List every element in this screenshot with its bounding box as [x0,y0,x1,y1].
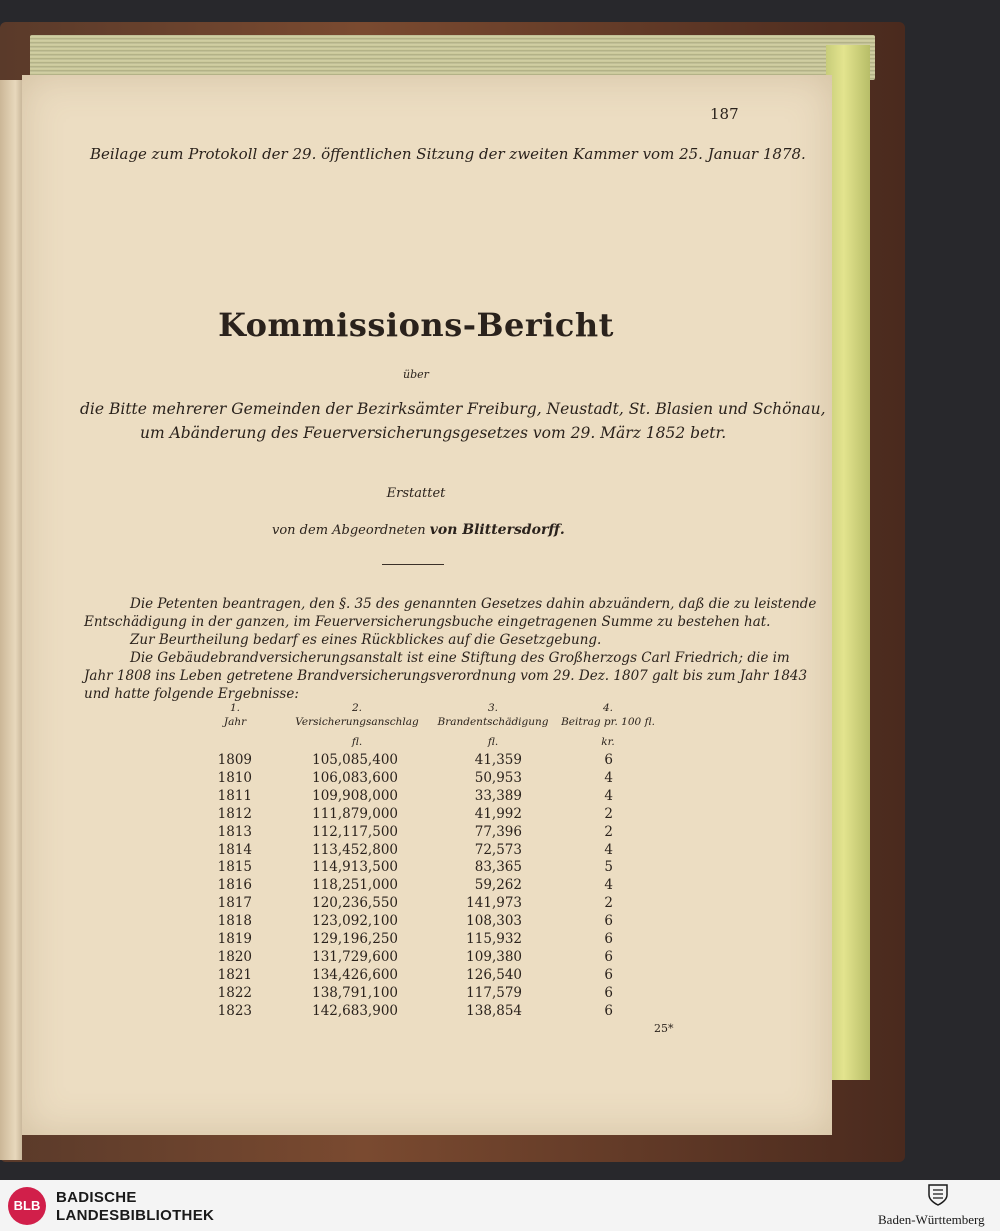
table-cell: 6 [604,984,613,1001]
table-cell: 1818 [217,913,252,930]
table-cell: 126,540 [466,966,522,983]
table-column-header: Jahr [223,716,247,728]
signature-mark: 25* [654,1022,674,1035]
page-fore-edge [826,45,870,1080]
state-crest-icon [927,1183,949,1207]
table-column-header: Versicherungsanschlag [295,716,419,728]
table-cell: 6 [604,948,613,965]
table-cell: 123,092,100 [312,913,398,930]
paragraph-2: Zur Beurtheilung bedarf es eines Rückblickes auf die Gesetzgebung. [130,632,602,648]
table-cell: 1813 [217,823,252,840]
table-cell: 112,117,500 [312,823,398,840]
table-cell: 131,729,600 [312,948,398,965]
paragraph-3-line-1: Die Gebäudebrandversicherungsanstalt ist eine Stiftung des Großherzogs Carl Friedrich; die im [130,650,790,666]
table-cell: 41,359 [474,752,522,768]
table-column-header: Beitrag pr. 100 fl. [561,716,655,728]
table-cell: 1809 [217,752,252,768]
author-line [272,522,565,538]
library-footer-bar [0,1180,1000,1231]
paragraph-1-line-1: Die Petenten beantragen, den §. 35 des genannten Gesetzes dahin abzuändern, daß die zu leistende [130,596,817,612]
table-cell: 109,380 [466,948,522,965]
table-cell: 1822 [217,984,252,1001]
table-cell: 142,683,900 [312,1002,398,1019]
table-column-unit: kr. [601,736,615,748]
table-cell: 138,791,100 [312,984,398,1001]
library-name-line-1: BADISCHE [56,1189,137,1206]
table-cell: 50,953 [474,769,522,786]
table-cell: 113,452,800 [312,841,398,858]
state-name: Baden-Württemberg [878,1212,985,1227]
table-cell: 1816 [217,877,252,894]
document-title: Kommissions-Bericht [218,306,614,344]
table-cell: 1812 [217,805,252,822]
table-cell: 77,396 [474,823,522,840]
author-name: von Blittersdorff. [429,522,565,538]
table-cell: 4 [604,769,613,786]
paragraph-1-line-2: Entschädigung in der ganzen, im Feuerversicherungsbuche eingetragenen Summe zu bestehen hat. [84,614,771,630]
table-cell: 108,303 [466,913,522,930]
page-number: 187 [710,105,739,123]
table-cell: 114,913,500 [312,859,398,876]
table-cell: 106,083,600 [312,769,398,786]
table-cell: 115,932 [466,931,522,947]
table-cell: 6 [604,931,613,947]
table-cell: 1819 [217,931,252,947]
submitted-label: Erstattet [386,486,446,501]
table-column-number: 1. [229,702,241,714]
title-connector: über [403,368,429,381]
table-cell: 111,879,000 [312,805,398,822]
table-cell: 41,992 [474,805,522,822]
table-cell: 120,236,550 [312,895,398,912]
table-cell: 6 [604,913,613,930]
paragraph-3-line-2: Jahr 1808 ins Leben getretene Brandversicherungsverordnung vom 29. Dez. 1807 galt bis zum Jahr 1843 [84,668,808,684]
paragraph-3-line-3: und hatte folgende Ergebnisse: [84,686,299,702]
section-divider [382,564,444,565]
blb-logo[interactable]: BLB [8,1187,46,1225]
facing-page-edge [0,80,22,1160]
table-cell: 6 [604,966,613,983]
table-column-number: 2. [351,702,363,714]
table-cell: 5 [604,859,613,876]
table-cell: 134,426,600 [312,966,398,983]
table-cell: 1817 [217,895,252,912]
table-cell: 129,196,250 [312,931,398,947]
table-column-header: Brandentschädigung [437,716,549,728]
table-cell: 1823 [217,1002,252,1019]
subject-line-2: um Abänderung des Feuerversicherungsgesetzes vom 29. März 1852 betr. [140,424,727,442]
table-cell: 59,262 [474,877,522,894]
table-column-number: 4. [602,702,614,714]
author-prefix: von dem Abgeordneten [272,523,426,538]
table-cell: 4 [604,841,613,858]
page-stack-top [30,35,875,80]
table-cell: 118,251,000 [312,877,398,894]
table-cell: 6 [604,1002,613,1019]
table-cell: 33,389 [474,787,522,804]
running-header: Beilage zum Protokoll der 29. öffentlichen Sitzung der zweiten Kammer vom 25. Januar 1878. [90,145,806,163]
table-cell: 1814 [217,841,252,858]
table-cell: 105,085,400 [312,752,398,768]
table-cell: 4 [604,787,613,804]
library-name-line-2: LANDESBIBLIOTHEK [56,1207,215,1224]
table-cell: 4 [604,877,613,894]
table-cell: 138,854 [466,1002,522,1019]
table-cell: 1820 [217,948,252,965]
subject-line-1: die Bitte mehrerer Gemeinden der Bezirksämter Freiburg, Neustadt, St. Blasien und Schönau, [80,400,826,418]
table-cell: 1810 [217,769,252,786]
table-column-number: 3. [487,702,499,714]
table-cell: 1811 [217,787,252,804]
table-column-unit: fl. [351,736,363,748]
table-cell: 1815 [217,859,252,876]
table-cell: 141,973 [466,895,522,912]
table-cell: 83,365 [474,859,522,876]
table-cell: 6 [604,752,613,768]
table-cell: 72,573 [474,841,522,858]
table-cell: 109,908,000 [312,787,398,804]
table-cell: 2 [604,823,613,840]
table-cell: 117,579 [466,984,522,1001]
table-column-unit: fl. [487,736,499,748]
table-cell: 2 [604,895,613,912]
table-cell: 2 [604,805,613,822]
table-cell: 1821 [217,966,252,983]
